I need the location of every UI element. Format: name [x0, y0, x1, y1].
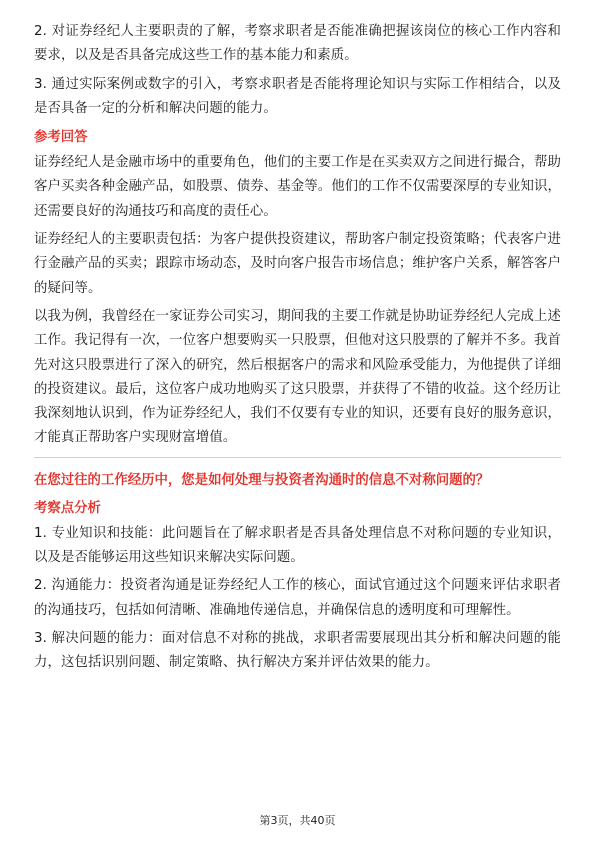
analysis-point-3: 3. 解决问题的能力：面对信息不对称的挑战，求职者需要展现出其分析和解决问题的能力，这包括识别问题、制定策略、执行解决方案并评估效果的能力。: [34, 630, 561, 671]
reference-answer-heading: 参考回答: [34, 130, 88, 146]
intro-point-3: 3. 通过实际案例或数字的引入，考察求职者是否能将理论知识与实际工作相结合，以及是否具备一定的分析和解决问题的能力。: [34, 76, 561, 116]
answer-paragraph-3: 以我为例，我曾经在一家证券公司实习，期间我的主要工作就是协助证券经纪人完成上述工作。我记得有一次，一位客户想要购买一只股票，但他对这只股票的了解并不多。我首先对这只股票进行了深入的研究，然后根据客户的需求和风险承受能力，为他提供了详细的投资建议。最后，这位客户成功地购买了这只股票，并获得了不错的收益。这个经历让我深刻地认识到，作为证券经纪人，我们不仅要有专业的知识，还要有良好的服务意识，才能真正帮助客户实现财富增值。: [34, 308, 561, 446]
section-divider: [34, 457, 561, 458]
interview-question: 在您过往的工作经历中，您是如何处理与投资者沟通时的信息不对称问题的？: [34, 472, 490, 488]
analysis-point-2: 2. 沟通能力：投资者沟通是证券经纪人工作的核心，面试官通过这个问题来评估求职者的沟通技巧，包括如何清晰、准确地传递信息，并确保信息的透明度和可理解性。: [34, 578, 561, 618]
analysis-heading: 考察点分析: [34, 500, 101, 516]
analysis-point-1: 1. 专业知识和技能：此问题旨在了解求职者是否具备处理信息不对称问题的专业知识，以及是否能够运用这些知识来解决实际问题。: [34, 525, 561, 566]
answer-paragraph-1: 证券经纪人是金融市场中的重要角色，他们的主要工作是在买卖双方之间进行撮合，帮助客户买卖各种金融产品，如股票、债券、基金等。他们的工作不仅需要深厚的专业知识，还需要良好的沟通技巧和高度的责任心。: [34, 155, 561, 219]
answer-paragraph-2: 证券经纪人的主要职责包括：为客户提供投资建议，帮助客户制定投资策略；代表客户进行金融产品的买卖；跟踪市场动态，及时向客户报告市场信息；维护客户关系，解答客户的疑问等。: [34, 232, 561, 296]
intro-point-2: 2. 对证券经纪人主要职责的了解，考察求职者是否能准确把握该岗位的核心工作内容和要求，以及是否具备完成这些工作的基本能力和素质。: [34, 24, 561, 64]
page-number-footer: 第3页，共40页: [259, 814, 336, 827]
document-page: [34, 20, 561, 680]
